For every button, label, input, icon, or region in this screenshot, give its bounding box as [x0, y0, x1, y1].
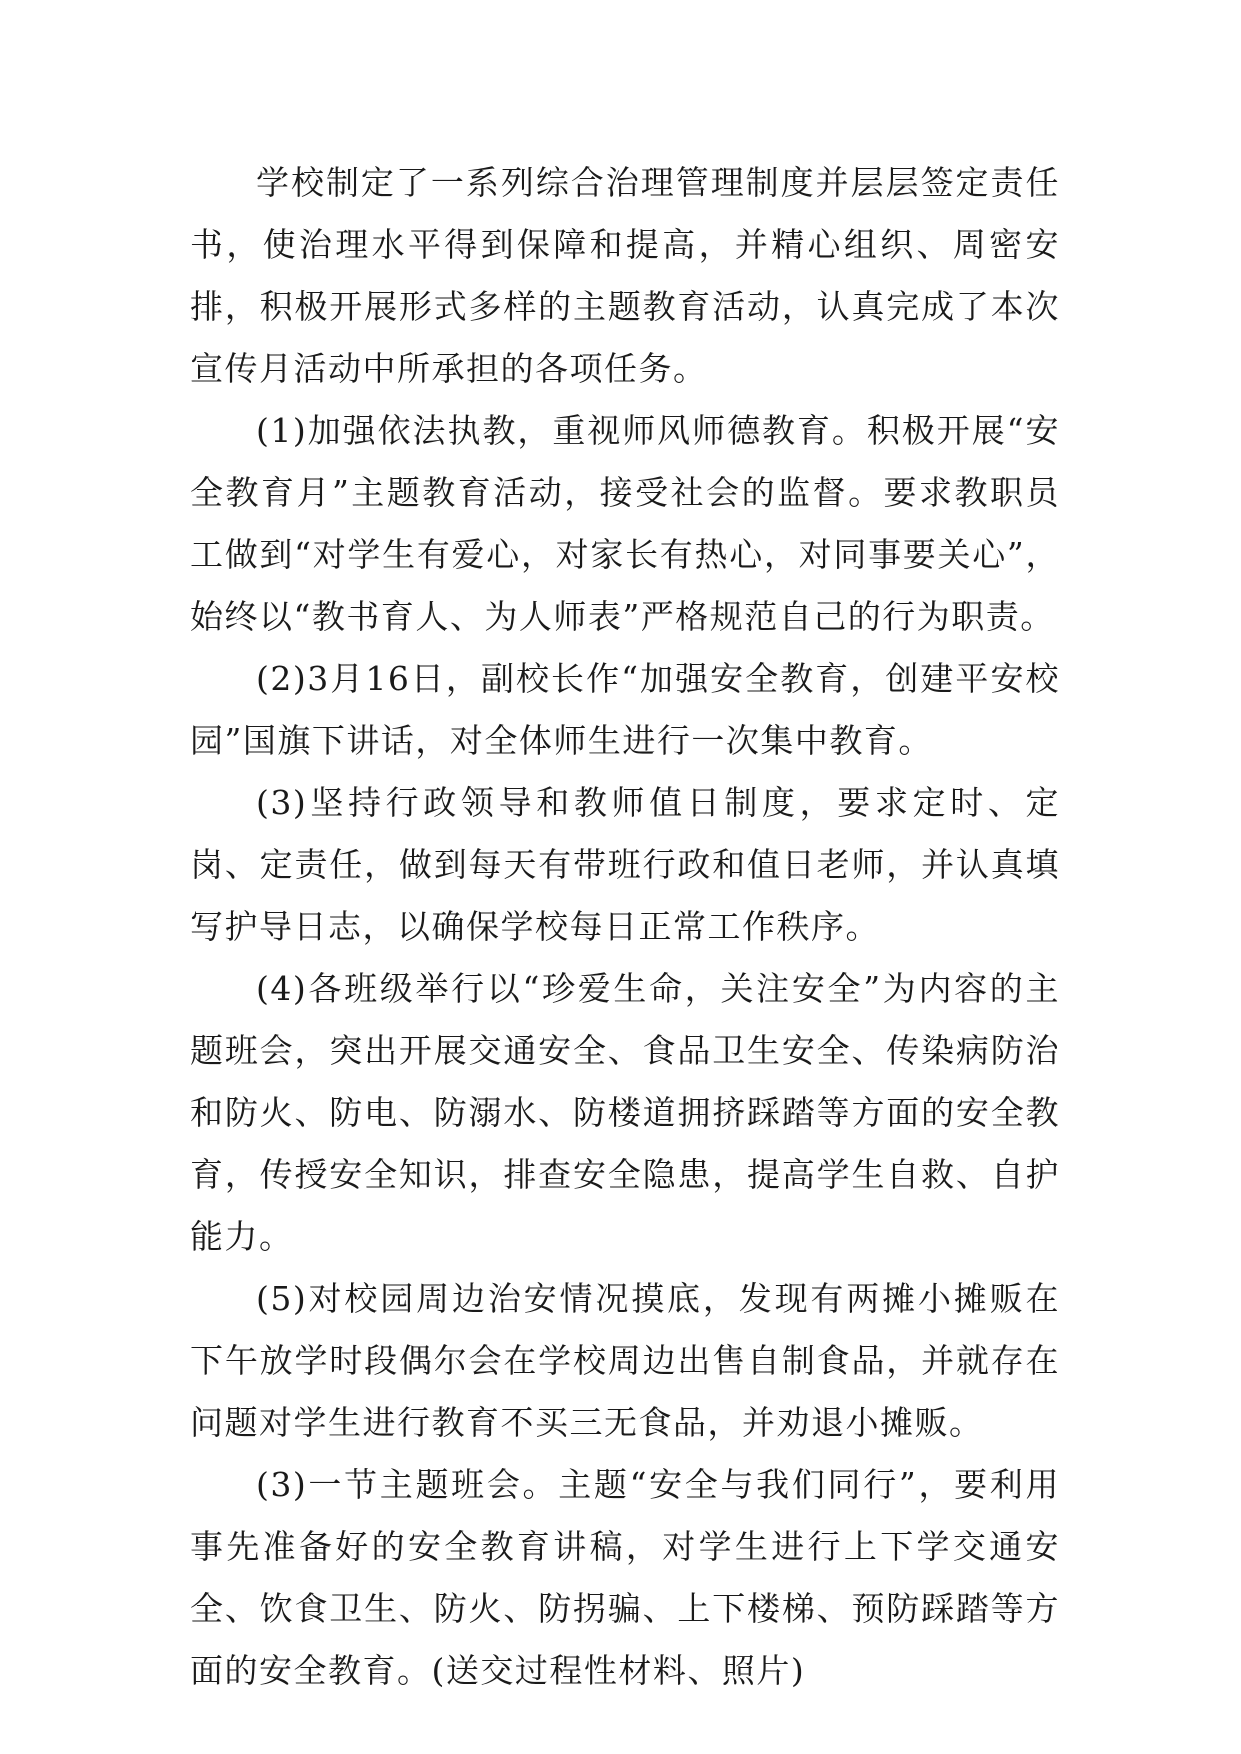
paragraph-item-6: (3)一节主题班会。主题“安全与我们同行”，要利用事先准备好的安全教育讲稿，对学生进行上下学交通安全、饮食卫生、防火、防拐骗、上下楼梯、预防踩踏等方面的安全教育。(送交过程性材料、照片) [190, 1465, 1060, 1690]
paragraph-item-5: (5)对校园周边治安情况摸底，发现有两摊小摊贩在下午放学时段偶尔会在学校周边出售自制食品，并就存在问题对学生进行教育不买三无食品，并劝退小摊贩。 [190, 1279, 1060, 1442]
paragraph-item-3: (3)坚持行政领导和教师值日制度，要求定时、定岗、定责任，做到每天有带班行政和值日老师，并认真填写护导日志，以确保学校每日正常工作秩序。 [190, 783, 1060, 946]
paragraph-item-4: (4)各班级举行以“珍爱生命，关注安全”为内容的主题班会，突出开展交通安全、食品卫生安全、传染病防治和防火、防电、防溺水、防楼道拥挤踩踏等方面的安全教育，传授安全知识，排查安全隐患，提高学生自救、自护能力。 [190, 969, 1060, 1256]
paragraph-item-2: (2)3月16日，副校长作“加强安全教育，创建平安校园”国旗下讲话，对全体师生进行一次集中教育。 [190, 659, 1060, 760]
document-body [190, 152, 1060, 1702]
paragraph-intro: 学校制定了一系列综合治理管理制度并层层签定责任书，使治理水平得到保障和提高，并精心组织、周密安排，积极开展形式多样的主题教育活动，认真完成了本次宣传月活动中所承担的各项任务。 [190, 163, 1060, 388]
paragraph-item-1: (1)加强依法执教，重视师风师德教育。积极开展“安全教育月”主题教育活动，接受社会的监督。要求教职员工做到“对学生有爱心，对家长有热心，对同事要关心”，始终以“教书育人、为人师表”严格规范自己的行为职责。 [190, 411, 1060, 636]
